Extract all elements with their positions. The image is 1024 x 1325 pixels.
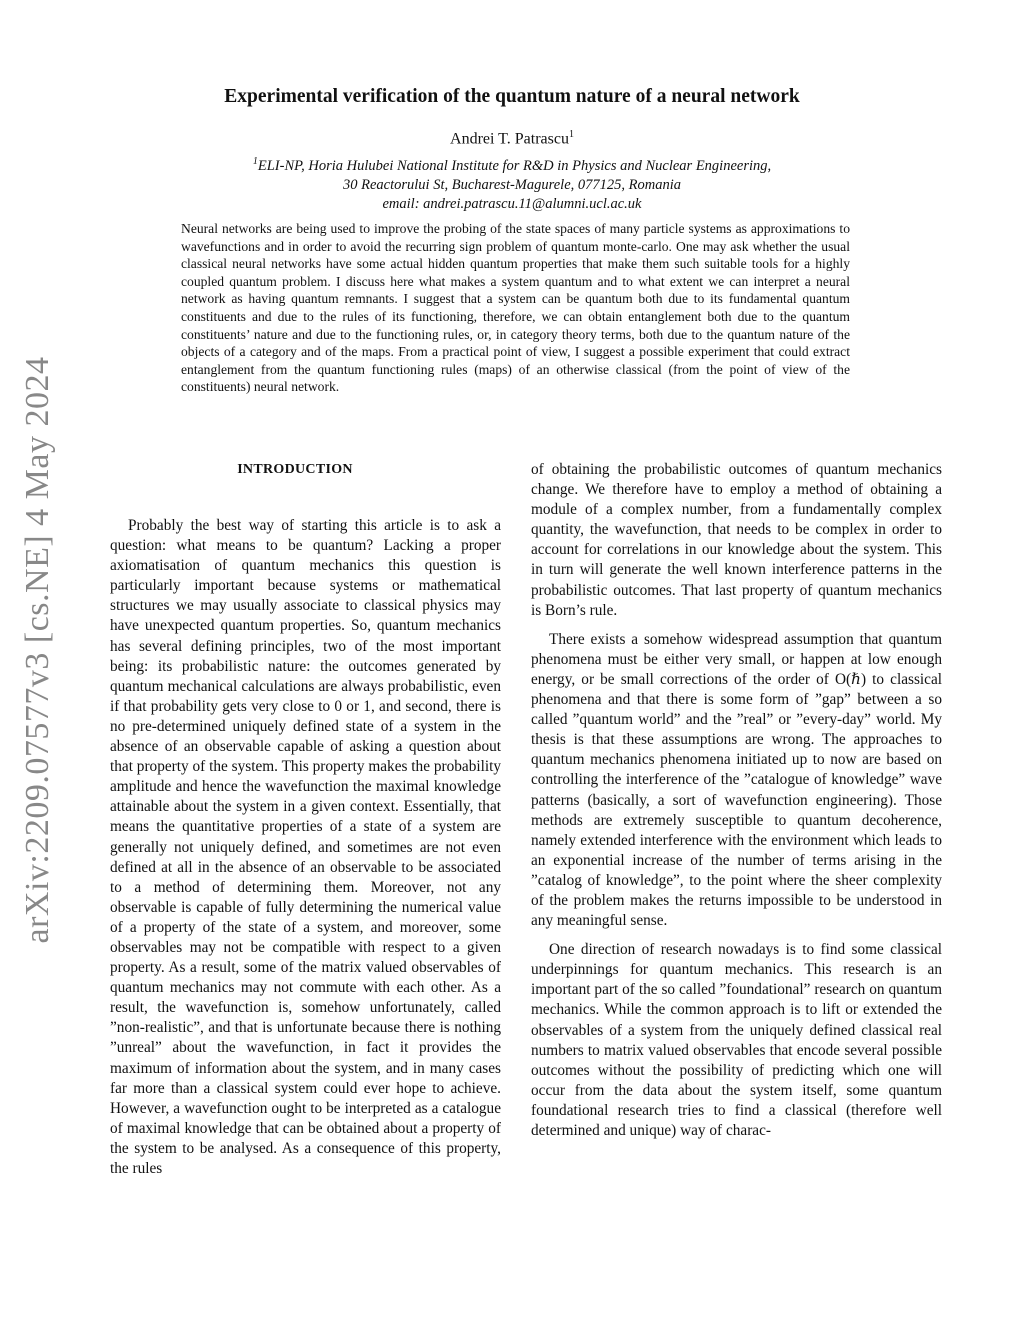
right-column: [531, 460, 942, 1141]
author-line: [0, 129, 1024, 148]
author-name: Andrei T. Patrascu: [450, 130, 569, 148]
right-paragraph-1: of obtaining the probabilistic outcomes of quantum mechanics change. We therefore have to employ a method of obtaining a module of a complex number, from a fundamentally complex quantity, the wavefunction, that needs to be complex in order to account for correlations in our knowledge about the system. This in turn will generate the well known interference patterns in the probabilistic outcomes. That last property of quantum mechanics is Born’s rule.: [531, 461, 942, 619]
right-paragraph-2: There exists a somehow widespread assumption that quantum phenomena must be either very small, or happen at low enough energy, or be small corrections of the order of O(ℏ) to classical phenomena and that there is some form of ”gap” between a so called ”quantum world” and the ”real” or ”every-day” world. My thesis is that these assumptions are wrong. The approaches to quantum mechanics phenomena initiated up to now are based on controlling the interference of the ”catalogue of knowledge” wave patterns (basically, a sort of wavefunction engineering). Those methods are extremely susceptible to quantum decoherence, namely extended interference with the environment which leads to an exponential increase of the number of terms arising in the ”catalog of knowledge”, to the point where the sheer complexity of the problem makes the returns impossible to be understood in any meaningful sense.: [531, 630, 942, 930]
affiliation-line-1: $^1$ELI-NP, Horia Hulubei National Institute for R&D in Physics and Nuclear Engineering,: [252, 156, 772, 174]
left-column: [110, 516, 501, 1179]
left-paragraph-1: Probably the best way of starting this article is to ask a question: what means to be quantum? Lacking a proper axiomatisation of quantum mechanics this question is particularly important because systems or mathematical structures we may usually associate to classical physics may have unexpected quantum properties. So, quantum mechanics has several defining principles, two of the most important being: its probabilistic nature: the outcomes generated by quantum mechanical calculations are always probabilistic, even if that probability gets very close to 0 or 1, and second, there is no pre-determined uniquely defined state of a system in the absence of an observable capable of asking a question about that property of the system. This property makes the probability amplitude and hence the wavefunction the maximal knowledge attainable about the system in a given context. Essentially, that means the quantitative properties of a state of a system are generally not uniquely defined, and sometimes are not even defined at all in the absence of an observable to be associated to a method of determining them. Moreover, not any observable is capable of fully determining the numerical value of a property of the state of a system, and moreover, some observables may not be compatible with respect to a given property. As a result, some of the matrix valued observables of quantum mechanics may not commute with each other. As a result, the wavefunction is, somehow unfortunately, called ”non-realistic”, and that is unfortunate because there is nothing ”unreal” about the wavefunction, in fact it provides the maximum of information about the system, and in many cases far more than a classical system could ever hope to achieve. However, a wavefunction ought to be interpreted as a catalogue of maximal knowledge that can be obtained about a property of the system to be analysed. As a consequence of this property, the rules: [110, 517, 501, 1177]
arxiv-identifier-text: arXiv:2209.07577v3 [cs.NE] 4 May 2024: [19, 356, 56, 944]
affiliation-mark: 1: [252, 156, 258, 167]
arxiv-identifier-stamp: [8, 350, 68, 950]
abstract: Neural networks are being used to improve the probing of the state spaces of many particle systems as approximations to wavefunctions and in order to avoid the recurring sign problem of quantum monte-carlo. One may ask whether the usual classical neural networks have some actual hidden quantum properties that make them such suitable tools for a highly coupled quantum problem. I discuss here what makes a system quantum and to what extent we can interpret a neural network as having quantum remnants. I suggest that a system can be quantum both due to its fundamental quantum constituents and due to the rules of its functioning, therefore, we can obtain entanglement both due to the quantum constituents’ nature and due to the functioning rules, or, in category theory terms, both due to the quantum nature of the objects of a category and of the maps. From a practical point of view, I suggest a possible experiment that could extract entanglement from the quantum functioning rules (maps) of an otherwise classical (from the point of view of the constituents) neural network.: [181, 221, 850, 395]
section-heading-introduction: INTRODUCTION: [237, 462, 353, 477]
affiliation-email: email: andrei.patrascu.11@alumni.ucl.ac.uk: [382, 195, 642, 212]
affiliation-block: [0, 152, 1024, 214]
affiliation-line-2: 30 Reactorului St, Bucharest-Magurele, 077125, Romania: [342, 176, 681, 193]
right-paragraph-3: One direction of research nowadays is to find some classical underpinnings for quantum mechanics. This research is an important part of the so called ”foundational” research on quantum mechanics. While the common approach is to lift or extended the observables of a system from the uniquely defined classical real numbers to matrix valued observables that encode several possible outcomes without the possibility of predicting which one will occur from the data about the system itself, some quantum foundational research tries to find a classical (therefore well determined and unique) way of charac-: [531, 941, 942, 1139]
paper-title: Experimental verification of the quantum nature of a neural network: [224, 86, 800, 107]
author-affiliation-mark: 1: [568, 129, 574, 140]
